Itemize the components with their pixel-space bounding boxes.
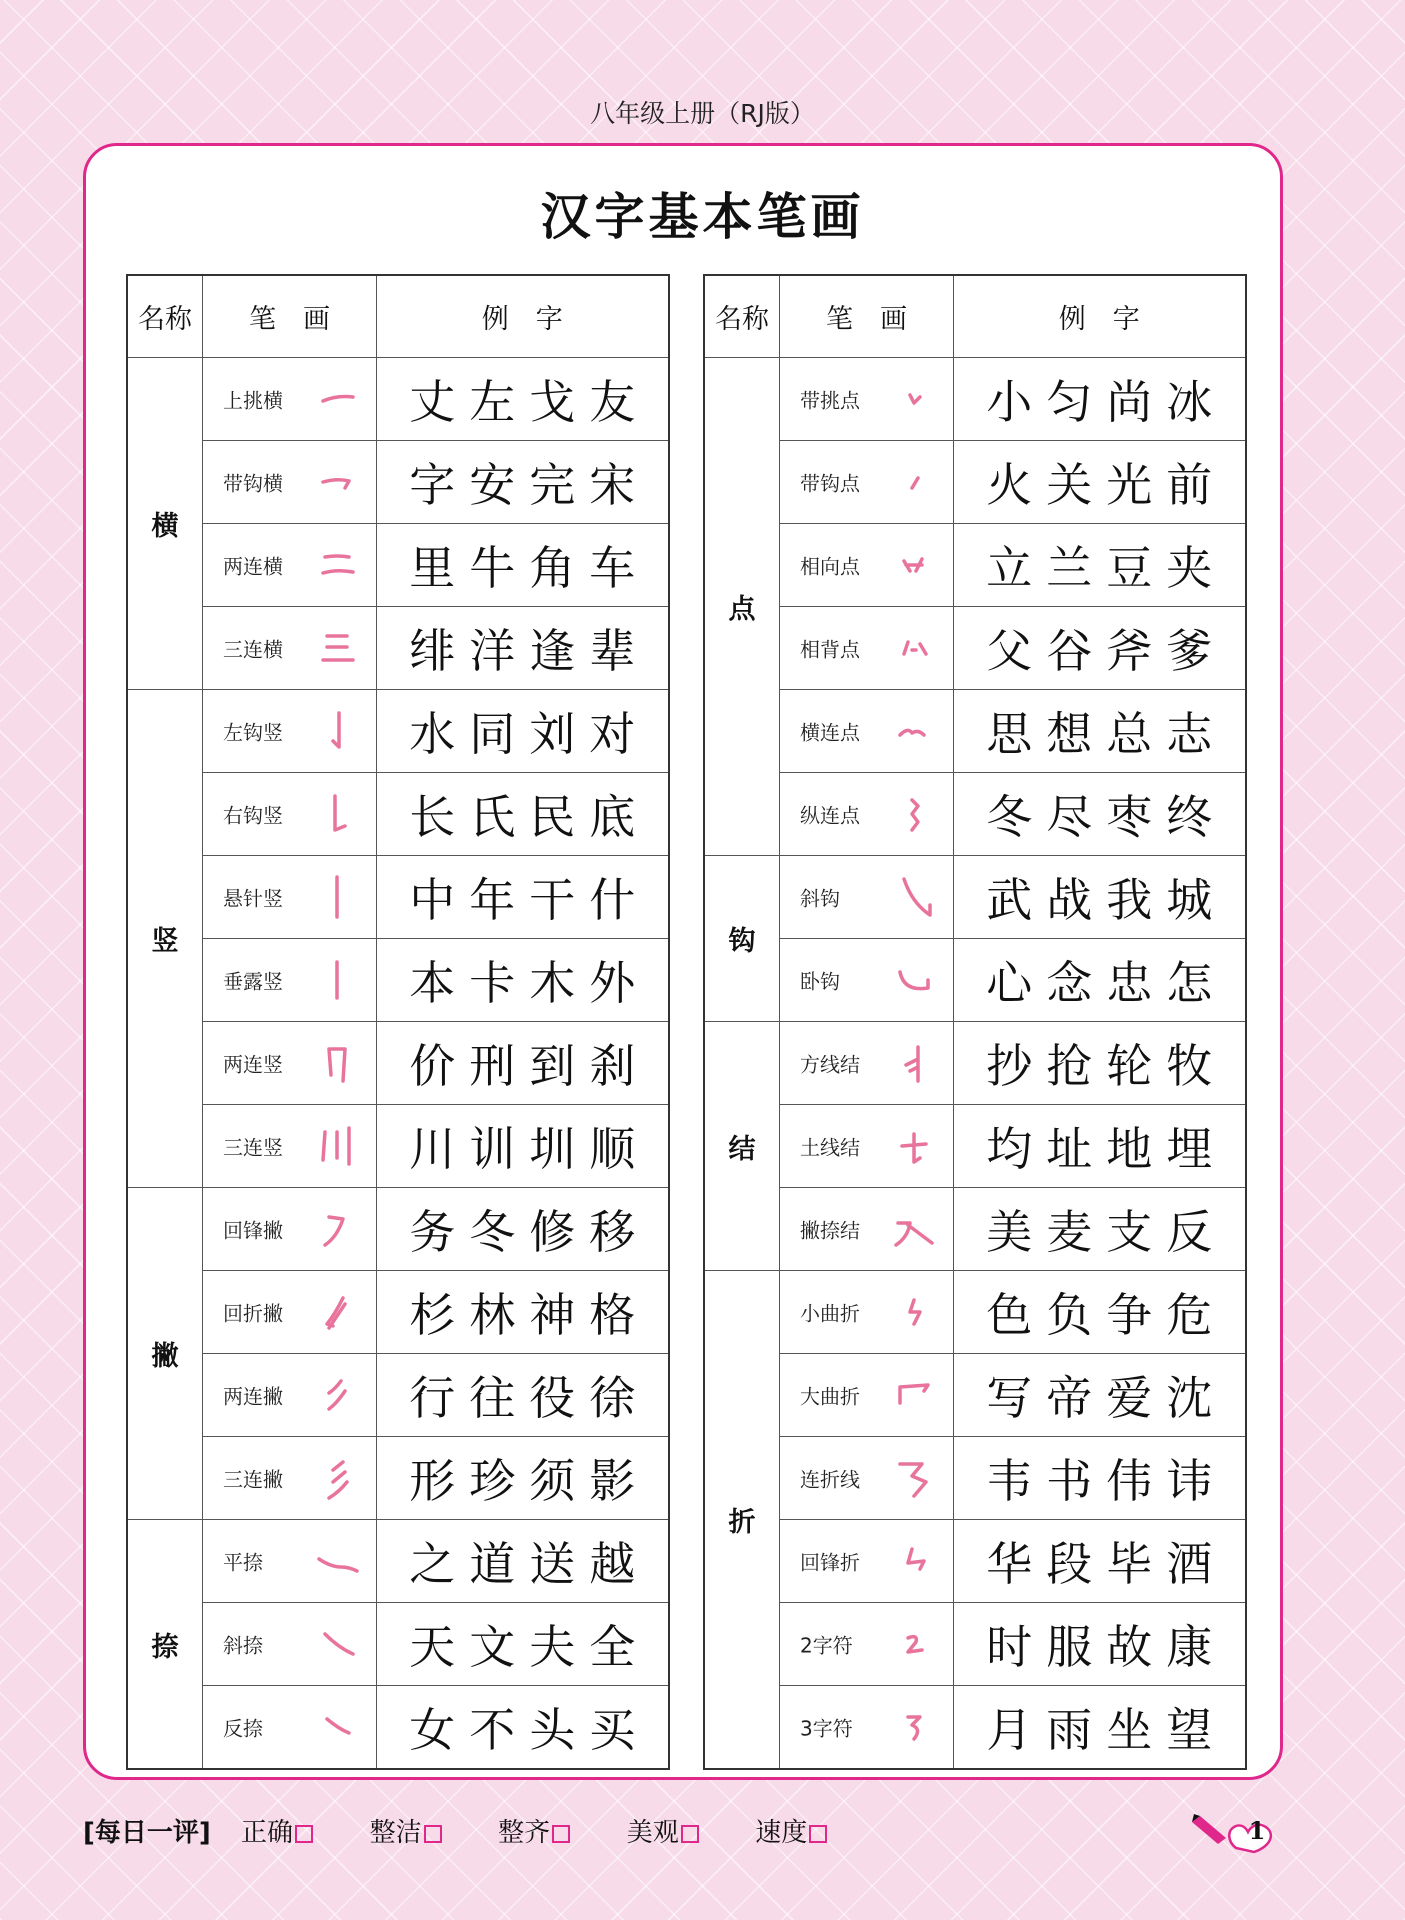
eval-checkbox-beauty[interactable] bbox=[681, 1825, 699, 1843]
example-chars: 水同刘对 bbox=[409, 707, 650, 761]
example-chars-cell bbox=[377, 690, 669, 773]
example-chars-cell bbox=[377, 524, 669, 607]
horizontal-linked-dots-stroke-icon bbox=[892, 709, 936, 753]
double-left-falling-stroke-icon bbox=[315, 1373, 359, 1417]
example-chars: 字安完宋 bbox=[409, 458, 650, 512]
book-header: 八年级上册（RJ版） bbox=[590, 99, 815, 128]
stroke-cell bbox=[203, 441, 377, 524]
table-row bbox=[127, 690, 669, 773]
stroke-cell bbox=[203, 773, 377, 856]
example-chars: 父谷斧爹 bbox=[986, 624, 1227, 678]
stroke-cell bbox=[780, 607, 954, 690]
stroke-cell bbox=[780, 1105, 954, 1188]
cross-knot-stroke-icon bbox=[892, 1207, 936, 1251]
hooked-horizontal-stroke-icon bbox=[315, 460, 359, 504]
needle-vertical-stroke-icon bbox=[315, 875, 359, 919]
example-chars-cell bbox=[377, 1271, 669, 1354]
stroke-label: 平捺 bbox=[223, 1550, 263, 1575]
table-row bbox=[704, 939, 1246, 1022]
stroke-label: 相背点 bbox=[800, 637, 860, 662]
stroke-label: 回折撇 bbox=[223, 1301, 283, 1326]
table-row bbox=[704, 1188, 1246, 1271]
table-row bbox=[704, 358, 1246, 441]
column-header-stroke: 笔 画 bbox=[780, 275, 954, 358]
table-row bbox=[127, 358, 669, 441]
example-chars: 均址地埋 bbox=[986, 1122, 1227, 1176]
page-number-badge bbox=[1188, 1808, 1280, 1856]
example-chars: 丈左戈友 bbox=[409, 375, 650, 429]
page-title: 汉字基本笔画 bbox=[540, 188, 865, 246]
example-chars: 形珍须影 bbox=[409, 1454, 650, 1508]
small-bend-stroke-icon bbox=[892, 1290, 936, 1334]
stroke-cell bbox=[780, 524, 954, 607]
example-chars-cell bbox=[954, 441, 1246, 524]
stroke-label: 带挑点 bbox=[800, 388, 860, 413]
example-chars-cell bbox=[377, 1603, 669, 1686]
stroke-label: 右钩竖 bbox=[223, 803, 283, 828]
facing-dots-stroke-icon bbox=[892, 543, 936, 587]
table-row bbox=[127, 1022, 669, 1105]
example-chars: 美麦支反 bbox=[986, 1205, 1227, 1259]
lying-hook-stroke-icon bbox=[892, 958, 936, 1002]
triple-left-falling-stroke-icon bbox=[315, 1456, 359, 1500]
stroke-cell bbox=[780, 773, 954, 856]
stroke-label: 小曲折 bbox=[800, 1301, 860, 1326]
table-row bbox=[127, 1437, 669, 1520]
example-chars-cell bbox=[954, 1603, 1246, 1686]
table-row bbox=[127, 1354, 669, 1437]
stroke-label: 左钩竖 bbox=[223, 720, 283, 745]
reverse-right-falling-stroke-icon bbox=[315, 1705, 359, 1749]
table-row bbox=[127, 1105, 669, 1188]
table-row bbox=[127, 856, 669, 939]
stroke-label: 悬针竖 bbox=[223, 886, 283, 911]
stroke-cell bbox=[780, 690, 954, 773]
example-chars: 长氏民底 bbox=[409, 790, 650, 844]
eval-checkbox-correct[interactable] bbox=[295, 1825, 313, 1843]
stroke-cell bbox=[203, 1603, 377, 1686]
stroke-cell bbox=[780, 1686, 954, 1770]
table-row bbox=[127, 773, 669, 856]
example-chars-cell bbox=[954, 856, 1246, 939]
example-chars-cell bbox=[954, 1022, 1246, 1105]
table-header-row bbox=[127, 275, 669, 358]
stroke-label: 反捺 bbox=[223, 1716, 263, 1741]
stroke-label: 2字符 bbox=[800, 1633, 853, 1658]
eval-item-speed: 速度 bbox=[755, 1818, 827, 1848]
example-chars: 心念忠怎 bbox=[986, 956, 1227, 1010]
stroke-category-name: 横 bbox=[127, 358, 203, 690]
example-chars-cell bbox=[377, 1105, 669, 1188]
eval-item-aligned: 整齐 bbox=[498, 1818, 570, 1848]
example-chars: 杉林神格 bbox=[409, 1288, 650, 1342]
example-chars-cell bbox=[954, 1105, 1246, 1188]
stroke-label: 撇捺结 bbox=[800, 1218, 860, 1243]
stroke-label: 3字符 bbox=[800, 1716, 853, 1741]
stroke-label: 斜钩 bbox=[800, 886, 840, 911]
earth-knot-stroke-icon bbox=[892, 1124, 936, 1168]
stroke-cell bbox=[780, 1520, 954, 1603]
example-chars: 务冬修移 bbox=[409, 1205, 650, 1259]
stroke-cell bbox=[203, 1188, 377, 1271]
stroke-category-name: 竖 bbox=[127, 690, 203, 1188]
stroke-cell bbox=[203, 607, 377, 690]
stroke-label: 带钩横 bbox=[223, 471, 283, 496]
stroke-label: 回锋折 bbox=[800, 1550, 860, 1575]
stroke-cell bbox=[203, 1520, 377, 1603]
example-chars: 中年干什 bbox=[409, 873, 650, 927]
stroke-cell bbox=[780, 1022, 954, 1105]
eval-item-correct: 正确 bbox=[241, 1818, 313, 1848]
stroke-category-name: 钩 bbox=[704, 856, 780, 1022]
stroke-label: 回锋撇 bbox=[223, 1218, 283, 1243]
square-knot-stroke-icon bbox=[892, 1041, 936, 1085]
table-row bbox=[704, 607, 1246, 690]
example-chars: 时服故康 bbox=[986, 1620, 1227, 1674]
stroke-label: 三连横 bbox=[223, 637, 283, 662]
example-chars-cell bbox=[377, 1686, 669, 1770]
page-number: 1 bbox=[1248, 1816, 1266, 1845]
stroke-cell bbox=[203, 1354, 377, 1437]
column-header-stroke: 笔 画 bbox=[203, 275, 377, 358]
example-chars: 里牛角车 bbox=[409, 541, 650, 595]
stroke-label: 带钩点 bbox=[800, 471, 860, 496]
example-chars-cell bbox=[377, 939, 669, 1022]
example-chars-cell bbox=[377, 856, 669, 939]
stroke-cell bbox=[203, 939, 377, 1022]
stroke-cell bbox=[203, 1271, 377, 1354]
flat-right-falling-stroke-icon bbox=[315, 1539, 359, 1583]
example-chars-cell bbox=[954, 1437, 1246, 1520]
return-tip-left-falling-stroke-icon bbox=[315, 1207, 359, 1251]
triple-vertical-stroke-icon bbox=[315, 1124, 359, 1168]
double-vertical-stroke-icon bbox=[315, 1041, 359, 1085]
stroke-label: 方线结 bbox=[800, 1052, 860, 1077]
eval-item-beauty: 美观 bbox=[627, 1818, 699, 1848]
stroke-label: 两连竖 bbox=[223, 1052, 283, 1077]
example-chars: 抄抢轮牧 bbox=[986, 1039, 1227, 1093]
column-header-name: 名称 bbox=[127, 275, 203, 358]
example-chars-cell bbox=[954, 773, 1246, 856]
vertical-linked-dots-stroke-icon bbox=[892, 792, 936, 836]
two-shape-stroke-icon bbox=[892, 1622, 936, 1666]
double-horizontal-stroke-icon bbox=[315, 543, 359, 587]
example-chars-cell bbox=[377, 1354, 669, 1437]
stroke-cell bbox=[203, 690, 377, 773]
stroke-label: 土线结 bbox=[800, 1135, 860, 1160]
back-to-back-dots-stroke-icon bbox=[892, 626, 936, 670]
table-header-row bbox=[704, 275, 1246, 358]
example-chars: 冬尽枣终 bbox=[986, 790, 1227, 844]
example-chars-cell bbox=[954, 1271, 1246, 1354]
stroke-label: 大曲折 bbox=[800, 1384, 860, 1409]
stroke-cell bbox=[203, 358, 377, 441]
three-shape-stroke-icon bbox=[892, 1705, 936, 1749]
stroke-category-name: 结 bbox=[704, 1022, 780, 1271]
stroke-category-name: 折 bbox=[704, 1271, 780, 1770]
example-chars: 本卡木外 bbox=[409, 956, 650, 1010]
stroke-label: 三连撇 bbox=[223, 1467, 283, 1492]
slanted-right-falling-stroke-icon bbox=[315, 1622, 359, 1666]
stroke-cell bbox=[780, 1354, 954, 1437]
example-chars: 小匀尚冰 bbox=[986, 375, 1227, 429]
stroke-label: 纵连点 bbox=[800, 803, 860, 828]
daily-evaluation-label: [每日一评] bbox=[83, 1818, 211, 1848]
right-hook-vertical-stroke-icon bbox=[315, 792, 359, 836]
column-header-example: 例 字 bbox=[954, 275, 1246, 358]
stroke-label: 横连点 bbox=[800, 720, 860, 745]
example-chars-cell bbox=[954, 690, 1246, 773]
return-tip-bend-stroke-icon bbox=[892, 1539, 936, 1583]
table-row bbox=[127, 1271, 669, 1354]
table-row bbox=[704, 1354, 1246, 1437]
stroke-cell bbox=[780, 1437, 954, 1520]
example-chars: 川训圳顺 bbox=[409, 1122, 650, 1176]
stroke-label: 相向点 bbox=[800, 554, 860, 579]
table-row bbox=[704, 1271, 1246, 1354]
table-row bbox=[704, 1520, 1246, 1603]
example-chars-cell bbox=[377, 773, 669, 856]
example-chars: 价刑到刹 bbox=[409, 1039, 650, 1093]
stroke-category-name: 点 bbox=[704, 358, 780, 856]
table-row bbox=[704, 856, 1246, 939]
table-row bbox=[704, 1686, 1246, 1770]
linked-bend-stroke-icon bbox=[892, 1456, 936, 1500]
left-hook-vertical-stroke-icon bbox=[315, 709, 359, 753]
rising-dot-stroke-icon bbox=[892, 377, 936, 421]
stroke-cell bbox=[780, 1603, 954, 1686]
table-row bbox=[127, 1603, 669, 1686]
stroke-label: 斜捺 bbox=[223, 1633, 263, 1658]
example-chars-cell bbox=[377, 441, 669, 524]
stroke-label: 两连横 bbox=[223, 554, 283, 579]
stroke-label: 卧钩 bbox=[800, 969, 840, 994]
stroke-cell bbox=[203, 1686, 377, 1770]
table-row bbox=[127, 1188, 669, 1271]
table-row bbox=[704, 441, 1246, 524]
example-chars-cell bbox=[954, 1188, 1246, 1271]
eval-item-neat: 整洁 bbox=[370, 1818, 442, 1848]
stroke-label: 上挑横 bbox=[223, 388, 283, 413]
stroke-cell bbox=[780, 856, 954, 939]
stroke-cell bbox=[203, 1105, 377, 1188]
example-chars: 华段毕酒 bbox=[986, 1537, 1227, 1591]
eval-checkbox-neat[interactable] bbox=[424, 1825, 442, 1843]
example-chars-cell bbox=[377, 1188, 669, 1271]
daily-evaluation-bar bbox=[83, 1812, 827, 1849]
example-chars: 月雨坐望 bbox=[986, 1703, 1227, 1757]
hooked-dot-stroke-icon bbox=[892, 460, 936, 504]
table-row bbox=[704, 1105, 1246, 1188]
table-row bbox=[704, 1022, 1246, 1105]
table-row bbox=[127, 524, 669, 607]
example-chars-cell bbox=[954, 607, 1246, 690]
stroke-cell bbox=[203, 524, 377, 607]
example-chars: 火关光前 bbox=[986, 458, 1227, 512]
stroke-label: 垂露竖 bbox=[223, 969, 283, 994]
stroke-cell bbox=[780, 441, 954, 524]
table-row bbox=[704, 773, 1246, 856]
stroke-cell bbox=[780, 1188, 954, 1271]
column-header-name: 名称 bbox=[704, 275, 780, 358]
example-chars-cell bbox=[377, 607, 669, 690]
table-row bbox=[704, 1437, 1246, 1520]
example-chars-cell bbox=[377, 1437, 669, 1520]
table-row bbox=[127, 1520, 669, 1603]
example-chars-cell bbox=[954, 939, 1246, 1022]
stroke-category-name: 捺 bbox=[127, 1520, 203, 1770]
example-chars: 武战我城 bbox=[986, 873, 1227, 927]
stroke-table-right bbox=[703, 274, 1247, 1770]
example-chars-cell bbox=[954, 1520, 1246, 1603]
table-row bbox=[704, 690, 1246, 773]
large-bend-stroke-icon bbox=[892, 1373, 936, 1417]
stroke-table-left bbox=[126, 274, 670, 1770]
stroke-label: 三连竖 bbox=[223, 1135, 283, 1160]
column-header-example: 例 字 bbox=[377, 275, 669, 358]
stroke-cell bbox=[780, 358, 954, 441]
example-chars: 绯洋逢辈 bbox=[409, 624, 650, 678]
example-chars: 思想总志 bbox=[986, 707, 1227, 761]
example-chars-cell bbox=[954, 358, 1246, 441]
example-chars-cell bbox=[377, 1022, 669, 1105]
example-chars: 之道送越 bbox=[409, 1537, 650, 1591]
stroke-cell bbox=[780, 939, 954, 1022]
table-row bbox=[704, 524, 1246, 607]
example-chars-cell bbox=[954, 1686, 1246, 1770]
stroke-label: 两连撇 bbox=[223, 1384, 283, 1409]
example-chars: 立兰豆夹 bbox=[986, 541, 1227, 595]
example-chars: 写帝爱沈 bbox=[986, 1371, 1227, 1425]
dewdrop-vertical-stroke-icon bbox=[315, 958, 359, 1002]
example-chars-cell bbox=[377, 358, 669, 441]
table-row bbox=[127, 441, 669, 524]
example-chars-cell bbox=[954, 524, 1246, 607]
slanted-hook-stroke-icon bbox=[892, 875, 936, 919]
stroke-cell bbox=[203, 1437, 377, 1520]
stroke-cell bbox=[203, 856, 377, 939]
example-chars: 女不头买 bbox=[409, 1703, 650, 1757]
table-row bbox=[127, 1686, 669, 1770]
stroke-category-name: 撇 bbox=[127, 1188, 203, 1520]
example-chars: 天文夫全 bbox=[409, 1620, 650, 1674]
eval-checkbox-speed[interactable] bbox=[809, 1825, 827, 1843]
folded-left-falling-stroke-icon bbox=[315, 1290, 359, 1334]
example-chars: 行往役徐 bbox=[409, 1371, 650, 1425]
example-chars: 色负争危 bbox=[986, 1288, 1227, 1342]
eval-checkbox-aligned[interactable] bbox=[552, 1825, 570, 1843]
stroke-cell bbox=[780, 1271, 954, 1354]
table-row bbox=[127, 607, 669, 690]
stroke-cell bbox=[203, 1022, 377, 1105]
table-row bbox=[704, 1603, 1246, 1686]
example-chars-cell bbox=[377, 1520, 669, 1603]
triple-horizontal-stroke-icon bbox=[315, 626, 359, 670]
example-chars: 韦书伟讳 bbox=[986, 1454, 1227, 1508]
table-row bbox=[127, 939, 669, 1022]
stroke-label: 连折线 bbox=[800, 1467, 860, 1492]
rising-horizontal-stroke-icon bbox=[315, 377, 359, 421]
example-chars-cell bbox=[954, 1354, 1246, 1437]
